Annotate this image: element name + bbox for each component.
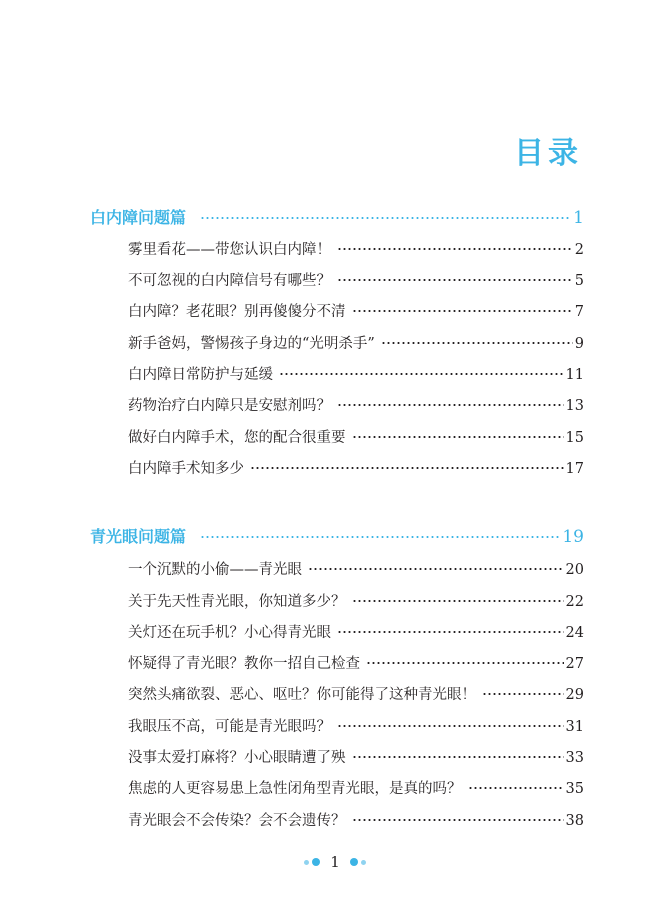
toc-entry[interactable] xyxy=(128,746,584,770)
dot-leader xyxy=(279,372,564,376)
entry-title: 白内障手术知多少 xyxy=(128,461,244,477)
entry-title: 不可忽视的白内障信号有哪些？ xyxy=(128,273,331,289)
dot-leader xyxy=(352,309,573,313)
entry-page-number: 33 xyxy=(565,750,584,766)
toc-entry[interactable] xyxy=(128,715,584,739)
dot-leader xyxy=(482,692,564,696)
dot-leader xyxy=(250,466,564,470)
dot-icon xyxy=(350,858,358,866)
dot-leader xyxy=(352,755,564,759)
footer-page-number: 1 xyxy=(330,853,340,871)
entry-page-number: 38 xyxy=(565,813,584,829)
entry-title: 雾里看花——带您认识白内障！ xyxy=(128,242,331,258)
dot-leader xyxy=(337,630,564,634)
dot-leader xyxy=(337,403,564,407)
toc-entry[interactable] xyxy=(128,363,584,387)
entry-page-number: 9 xyxy=(574,336,584,352)
toc-entry[interactable] xyxy=(128,683,584,707)
toc-entry[interactable] xyxy=(128,238,584,262)
entry-page-number: 24 xyxy=(565,625,584,641)
entry-page-number: 31 xyxy=(565,719,584,735)
footer-dots-right xyxy=(350,858,366,866)
entry-page-number: 13 xyxy=(565,398,584,414)
toc-entry[interactable] xyxy=(128,300,584,324)
entry-title: 关于先天性青光眼，你知道多少？ xyxy=(128,594,346,610)
entry-title: 白内障日常防护与延缓 xyxy=(128,367,273,383)
footer-dots-left xyxy=(304,858,320,866)
toc-entry[interactable] xyxy=(128,590,584,614)
dot-leader xyxy=(337,278,573,282)
dot-icon xyxy=(304,860,309,865)
entry-page-number: 27 xyxy=(565,656,584,672)
section-page-number: 19 xyxy=(562,527,584,547)
entry-title: 突然头痛欲裂、恶心、呕吐？你可能得了这种青光眼！ xyxy=(128,687,476,703)
entry-title: 关灯还在玩手机？小心得青光眼 xyxy=(128,625,331,641)
toc-entry[interactable] xyxy=(128,558,584,582)
dot-leader xyxy=(352,818,564,822)
entry-page-number: 22 xyxy=(565,594,584,610)
dot-leader xyxy=(337,247,573,251)
entry-page-number: 17 xyxy=(565,461,584,477)
dot-leader xyxy=(308,567,564,571)
entry-title: 做好白内障手术，您的配合很重要 xyxy=(128,430,346,446)
toc-section-glaucoma[interactable] xyxy=(90,524,584,548)
toc-entry[interactable] xyxy=(128,394,584,418)
dot-leader xyxy=(366,661,564,665)
entry-title: 新手爸妈，警惕孩子身边的“光明杀手” xyxy=(128,336,375,352)
dot-icon xyxy=(312,858,320,866)
entry-page-number: 11 xyxy=(565,367,584,383)
page-footer xyxy=(0,853,670,871)
entry-title: 焦虑的人更容易患上急性闭角型青光眼，是真的吗？ xyxy=(128,781,462,797)
dot-leader xyxy=(352,435,564,439)
toc-entry[interactable] xyxy=(128,426,584,450)
section-title: 白内障问题篇 xyxy=(90,208,187,227)
entry-page-number: 35 xyxy=(565,781,584,797)
toc-entry[interactable] xyxy=(128,621,584,645)
entry-page-number: 15 xyxy=(565,430,584,446)
toc-section-cataract[interactable] xyxy=(90,205,584,229)
entry-title: 一个沉默的小偷——青光眼 xyxy=(128,562,302,578)
dot-icon xyxy=(361,860,366,865)
dot-leader xyxy=(200,216,571,220)
toc-entry[interactable] xyxy=(128,332,584,356)
toc-entry[interactable] xyxy=(128,269,584,293)
dot-leader xyxy=(468,786,564,790)
entry-title: 我眼压不高，可能是青光眼吗？ xyxy=(128,719,331,735)
page-title: 目录 xyxy=(514,136,582,171)
entry-page-number: 5 xyxy=(574,273,584,289)
entry-title: 药物治疗白内障只是安慰剂吗？ xyxy=(128,398,331,414)
entry-title: 没事太爱打麻将？小心眼睛遭了殃 xyxy=(128,750,346,766)
section-page-number: 1 xyxy=(573,208,584,228)
toc-entry[interactable] xyxy=(128,809,584,833)
entry-title: 青光眼会不会传染？会不会遗传？ xyxy=(128,813,346,829)
dot-leader xyxy=(200,535,560,539)
entry-page-number: 20 xyxy=(565,562,584,578)
toc-entry[interactable] xyxy=(128,652,584,676)
dot-leader xyxy=(352,599,564,603)
section-title: 青光眼问题篇 xyxy=(90,527,187,546)
dot-leader xyxy=(337,724,564,728)
toc-entry[interactable] xyxy=(128,457,584,481)
entry-page-number: 29 xyxy=(565,687,584,703)
entry-page-number: 7 xyxy=(574,304,584,320)
dot-leader xyxy=(381,341,573,345)
toc-entry[interactable] xyxy=(128,777,584,801)
entry-title: 白内障？老花眼？别再傻傻分不清 xyxy=(128,304,346,320)
entry-title: 怀疑得了青光眼？教你一招自己检查 xyxy=(128,656,360,672)
entry-page-number: 2 xyxy=(574,242,584,258)
